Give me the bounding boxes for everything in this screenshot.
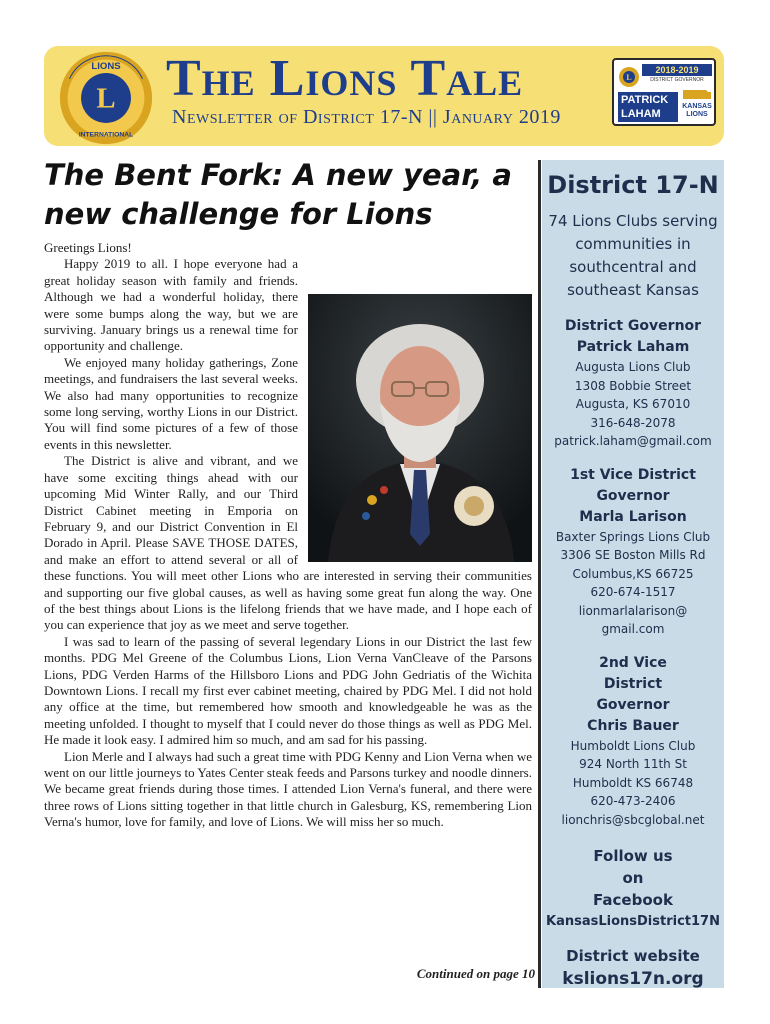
badge-subtitle: DISTRICT GOVERNOR — [650, 77, 704, 83]
article-paragraph: The District is alive and vibrant, and we have some exciting things ahead with our upcoming Mid Winter Rally, and our Third District Cabinet meeting in Emporia on February 9, and our District Convention in El Dorado in April. Please SAVE THOSE DATES, and make an effort to attend several or all of these functions. You will meet other Lions who are interested in serving their communities and supporting our five global causes, as well as having some great fun along the way. One of the best things about Lions is the lifelong friends that we have made, and I hope each of you can experience that joy as we meet and serve together. — [44, 453, 532, 633]
article-paragraph: I was sad to learn of the passing of several legendary Lions in our District the last few months. PDG Mel Greene of the Columbus Lions, Lion Verna VanCleave of the Parsons Lions, PDG Verden Harms of the Hillsboro Lions and PDG John Gedriatis of the Wichita Downtown Lions. I recall my first ever cabinet meeting, chaired by PDG Mel. I did not hold any office at the time, but remembered how smooth and knowledgeable he was as the meeting unfolded. I thought to myself that I could never do those things as well as PDG Mel. He made it look easy. I admired him so much, and am sad for his passing. — [44, 633, 532, 748]
officer-city: Humboldt KS 66748 — [572, 775, 694, 790]
article-paragraph: Lion Merle and I always had such a great time with PDG Kenny and Lion Verna when we went on our little journeys to Yates Center steak feeds and Parsons turkey and noodle dinners. We became great friends during those times. I attended Lion Verna's funeral, and there were three rows of Lions sitting together in that little church in Galesburg, KS, remembering Lion Verna's humor, love for family, and love of Lions. We will miss her so much. — [44, 748, 532, 830]
officer-phone: 620-473-2406 — [590, 794, 676, 808]
district-governor-badge — [612, 58, 716, 126]
officer-city: Augusta, KS 67010 — [575, 397, 691, 411]
website-url[interactable]: kslions17n.org — [562, 969, 704, 989]
article-greeting: Greetings Lions! — [44, 240, 132, 255]
officer-email[interactable]: lionmarlalarison@ — [578, 603, 688, 618]
officer-email-domain[interactable]: gmail.com — [601, 622, 665, 636]
officer-club: Humboldt Lions Club — [570, 738, 696, 753]
officer-1st-vice-details — [542, 528, 724, 639]
facebook-label: Follow us on Facebook — [593, 847, 673, 909]
officer-email[interactable]: lionchris@sbcglobal.net — [561, 812, 705, 827]
badge-year: 2018-2019 — [642, 64, 712, 76]
officer-name: Patrick Laham — [576, 339, 690, 355]
officer-phone: 316-648-2078 — [590, 415, 676, 430]
newsletter-title: The Lions Tale — [166, 50, 524, 107]
governor-portrait-icon — [308, 294, 532, 562]
officer-phone: 620-674-1517 — [590, 585, 676, 599]
badge-last-name: LAHAM — [621, 108, 661, 120]
officer-city: Columbus,KS 66725 — [572, 566, 694, 581]
newsletter-subtitle: Newsletter of District 17-N || January 2019 — [172, 106, 561, 128]
officer-name: Marla Larison — [579, 508, 687, 525]
column-divider — [538, 160, 541, 988]
photo-district-governor — [308, 294, 532, 562]
facebook-handle[interactable]: KansasLionsDistrict17N — [546, 914, 720, 929]
badge-state — [680, 88, 714, 118]
officer-role: 2nd Vice District Governor — [596, 654, 670, 713]
badge-first-name: PATRICK — [621, 94, 669, 106]
officer-role: District Governor — [564, 318, 702, 334]
article-body — [44, 240, 532, 831]
officer-club: Baxter Springs Lions Club — [555, 529, 711, 544]
sidebar-description: 74 Lions Clubs serving communities in southcentral and southeast Kansas — [548, 212, 718, 299]
officer-role: 1st Vice District Governor — [570, 466, 696, 504]
svg-text:INTERNATIONAL: INTERNATIONAL — [78, 131, 134, 139]
officer-club: Augusta Lions Club — [575, 360, 691, 374]
officer-1st-vice — [542, 465, 724, 528]
officer-street: 3306 SE Boston Mills Rd — [560, 548, 706, 562]
badge-state-top: KANSAS — [682, 103, 712, 110]
officer-name: Chris Bauer — [587, 717, 679, 734]
officer-district-governor — [542, 316, 724, 451]
kansas-shape-icon — [682, 88, 712, 100]
lions-logo-small-icon — [618, 66, 640, 88]
officer-2nd-vice — [542, 653, 724, 737]
sidebar-title: District 17-N — [547, 171, 719, 199]
officer-2nd-vice-details — [542, 737, 724, 830]
article-paragraph: Happy 2019 to all. I hope everyone had a great holiday season with family and friends. Although we had a wonderful holiday, there were some bumps along the way, but we are surviving. January brings us a renewal time for opportunity and challenge. — [44, 256, 298, 354]
badge-state-bottom: LIONS — [686, 111, 708, 118]
officer-street: 1308 Bobbie Street — [574, 378, 692, 393]
officer-email[interactable]: patrick.laham@gmail.com — [554, 434, 712, 448]
badge-name — [618, 92, 678, 122]
website-label: District website — [566, 947, 700, 965]
district-sidebar — [542, 160, 724, 988]
svg-text:LIONS: LIONS — [91, 61, 121, 73]
continued-note: Continued on page 10 — [416, 966, 535, 981]
article-headline: The Bent Fork: A new year, a new challenge for Lions — [44, 158, 512, 231]
svg-text:L: L — [626, 73, 632, 82]
lions-international-emblem-icon — [58, 50, 154, 146]
svg-text:L: L — [96, 82, 116, 115]
article-paragraph: We enjoyed many holiday gatherings, Zone meetings, and fundraisers the last several weeks. We also had many opportunities to recognize some long serving, worthy Lions in our District. You will find some pictures of a few of those events in this newsletter. — [44, 354, 298, 452]
officer-street: 924 North 11th St — [579, 757, 687, 771]
